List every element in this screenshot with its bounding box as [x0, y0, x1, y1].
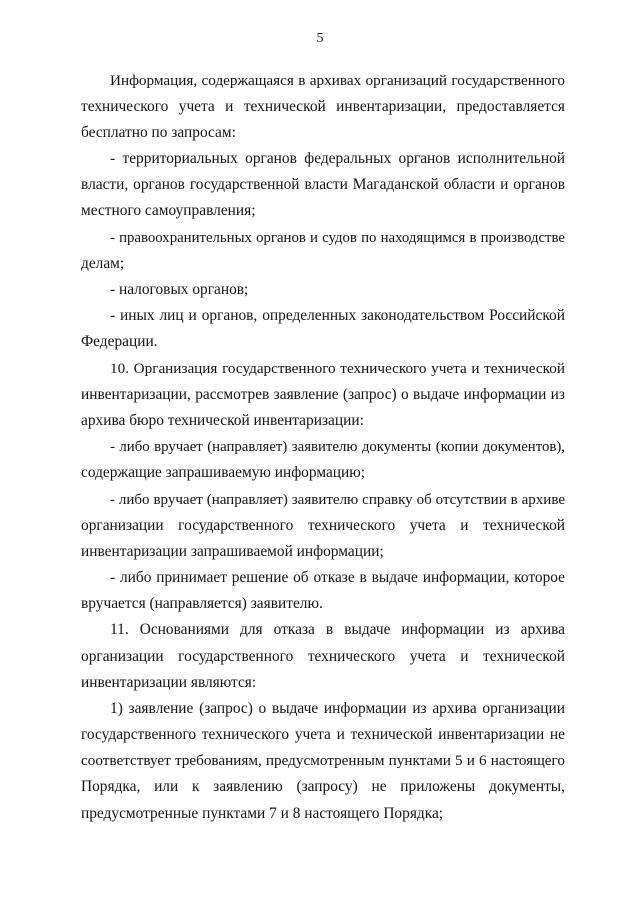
- text-line: инвентаризации являются:: [81, 674, 257, 691]
- page-number: 5: [316, 31, 324, 46]
- text-line: 10. Организация государственного технического учета и технической: [110, 360, 565, 377]
- text-line: инвентаризации запрашиваемой информации;: [81, 543, 384, 560]
- text-line: бесплатно по запросам:: [81, 124, 236, 141]
- text-line: архива бюро технической инвентаризации:: [81, 412, 364, 429]
- text-line: - иных лиц и органов, определенных законодательством Российской: [110, 307, 565, 324]
- text-line: организации государственного технического учета и технической: [81, 648, 565, 665]
- text-line: вручается (направляется) заявителю.: [81, 595, 323, 612]
- text-line: государственного технического учета и технической инвентаризации не: [81, 726, 565, 743]
- text-line: - либо вручает (направляет) заявителю документы (копии документов),: [110, 439, 565, 455]
- text-line: содержащие запрашиваемую информацию;: [81, 464, 366, 481]
- text-line: Федерации.: [81, 333, 158, 350]
- text-line: местного самоуправления;: [81, 202, 256, 219]
- text-line: инвентаризации, рассмотрев заявление (запрос) о выдаче информации из: [81, 386, 565, 403]
- text-line: власти, органов государственной власти Магаданской области и органов: [81, 176, 565, 193]
- text-line: - территориальных органов федеральных органов исполнительной: [110, 150, 565, 167]
- text-line: - либо принимает решение об отказе в выдаче информации, которое: [110, 569, 565, 586]
- text-line: - либо вручает (направляет) заявителю справку об отсутствии в архиве: [110, 492, 565, 508]
- text-line: - правоохранительных органов и судов по находящимся в производстве: [110, 230, 565, 246]
- text-line: - налоговых органов;: [110, 281, 249, 298]
- text-line: Информация, содержащаяся в архивах организаций государственного: [110, 72, 565, 89]
- text-line: организации государственного технического учета и технической: [81, 517, 565, 534]
- text-line: делам;: [81, 255, 125, 272]
- text-line: 1) заявление (запрос) о выдаче информации из архива организации: [110, 700, 565, 717]
- text-line: технического учета и технической инвентаризации, предоставляется: [81, 98, 565, 115]
- text-line: соответствует требованиям, предусмотренным пунктами 5 и 6 настоящего: [81, 752, 565, 769]
- text-line: 11. Основаниями для отказа в выдаче информации из архива: [110, 621, 565, 638]
- text-line: предусмотренные пунктами 7 и 8 настоящего Порядка;: [81, 805, 444, 822]
- text-line: Порядка, или к заявлению (запросу) не приложены документы,: [81, 778, 565, 795]
